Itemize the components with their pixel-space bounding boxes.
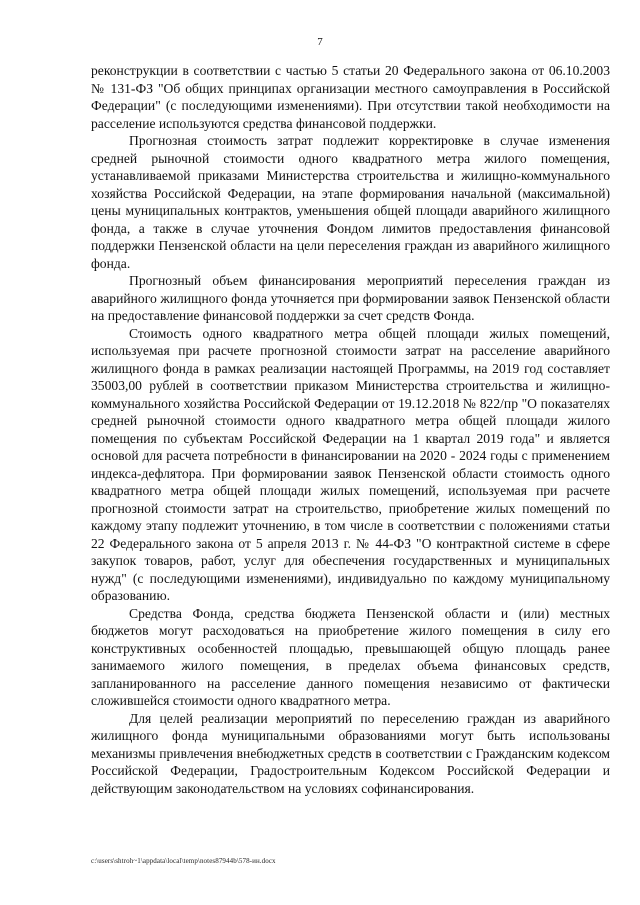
paragraph-reconstruction: реконструкции в соответствии с частью 5 статьи 20 Федерального закона от 06.10.2003 № 131-ФЗ "Об общих принципах организации местного самоуправления в Российской Федерации" (с последующими изменениями). При отсутствии такой необходимости на расселение используются средства финансовой поддержки. — [91, 63, 610, 131]
paragraph-square-meter-cost: Стоимость одного квадратного метра общей площади жилых помещений, используемая при расчете прогнозной стоимости затрат на расселение аварийного жилищного фонда в рамках реализации настоящей Программы, на 2019 год составляет 35003,00 рублей в соответствии приказом Министерства строительства и жилищно-коммунального хозяйства Российской Федерации от 19.12.2018 № 822/пр "О показателях средней рыночной стоимости одного квадратного метра общей площади жилого помещения по субъектам Российской Федерации на 1 квартал 2019 года" и является основой для расчета потребности в финансировании на 2020 - 2024 годы с применением индекса-дефлятора. При формировании заявок Пензенской области стоимость одного квадратного метра общей площади жилых помещений, используемая при расчете прогнозной стоимости затрат на строительство, приобретение жилых помещений по каждому этапу подлежит уточнению, в том числе в соответствии с положениями статьи 22 Федерального закона от 5 апреля 2013 г. № 44-ФЗ "О контрактной системе в сфере закупок товаров, работ, услуг для обеспечения государственных и муниципальных нужд" (с последующими изменениями), индивидуально по каждому муниципальному образованию. — [91, 325, 610, 603]
paragraph-funding-volume: Прогнозный объем финансирования мероприятий переселения граждан из аварийного жилищного фонда уточняется при формировании заявок Пензенской области на предоставление финансовой поддержки за счет средств Фонда. — [91, 273, 610, 323]
footer-file-path: c:\users\shtroh~1\appdata\local\temp\notes87944b\578-ин.docx — [91, 857, 276, 865]
paragraph-extrabudgetary-funds: Для целей реализации мероприятий по переселению граждан из аварийного жилищного фонда муниципальными образованиями могут быть использованы механизмы привлечения внебюджетных средств в соответствии с Гражданским кодексом Российской Федерации, Градостроительным Кодексом Российской Федерации и действующим законодательством на условиях софинансирования. — [91, 710, 610, 796]
paragraph-fund-expenditure: Средства Фонда, средства бюджета Пензенской области и (или) местных бюджетов могут расходоваться на приобретение жилого помещения в силу его конструктивных особенностей площадью, превышающей общую площадь ранее занимаемого жилого помещения, в пределах объема финансовых средств, запланированного на расселение данного помещения независимо от фактически сложившейся стоимости одного квадратного метра. — [91, 605, 610, 708]
page-number: 7 — [317, 36, 323, 48]
document-body — [91, 62, 610, 797]
paragraph-cost-adjustment: Прогнозная стоимость затрат подлежит корректировке в случае изменения средней рыночной стоимости одного квадратного метра жилого помещения, устанавливаемой приказами Министерства строительства и жилищно-коммунального хозяйства Российской Федерации, на этапе формирования начальной (максимальной) цены муниципальных контрактов, уменьшения общей площади аварийного жилищного фонда, а также в случае уточнения Фондом лимитов предоставления финансовой поддержки Пензенской области на цели переселения граждан из аварийного жилищного фонда. — [91, 133, 610, 271]
